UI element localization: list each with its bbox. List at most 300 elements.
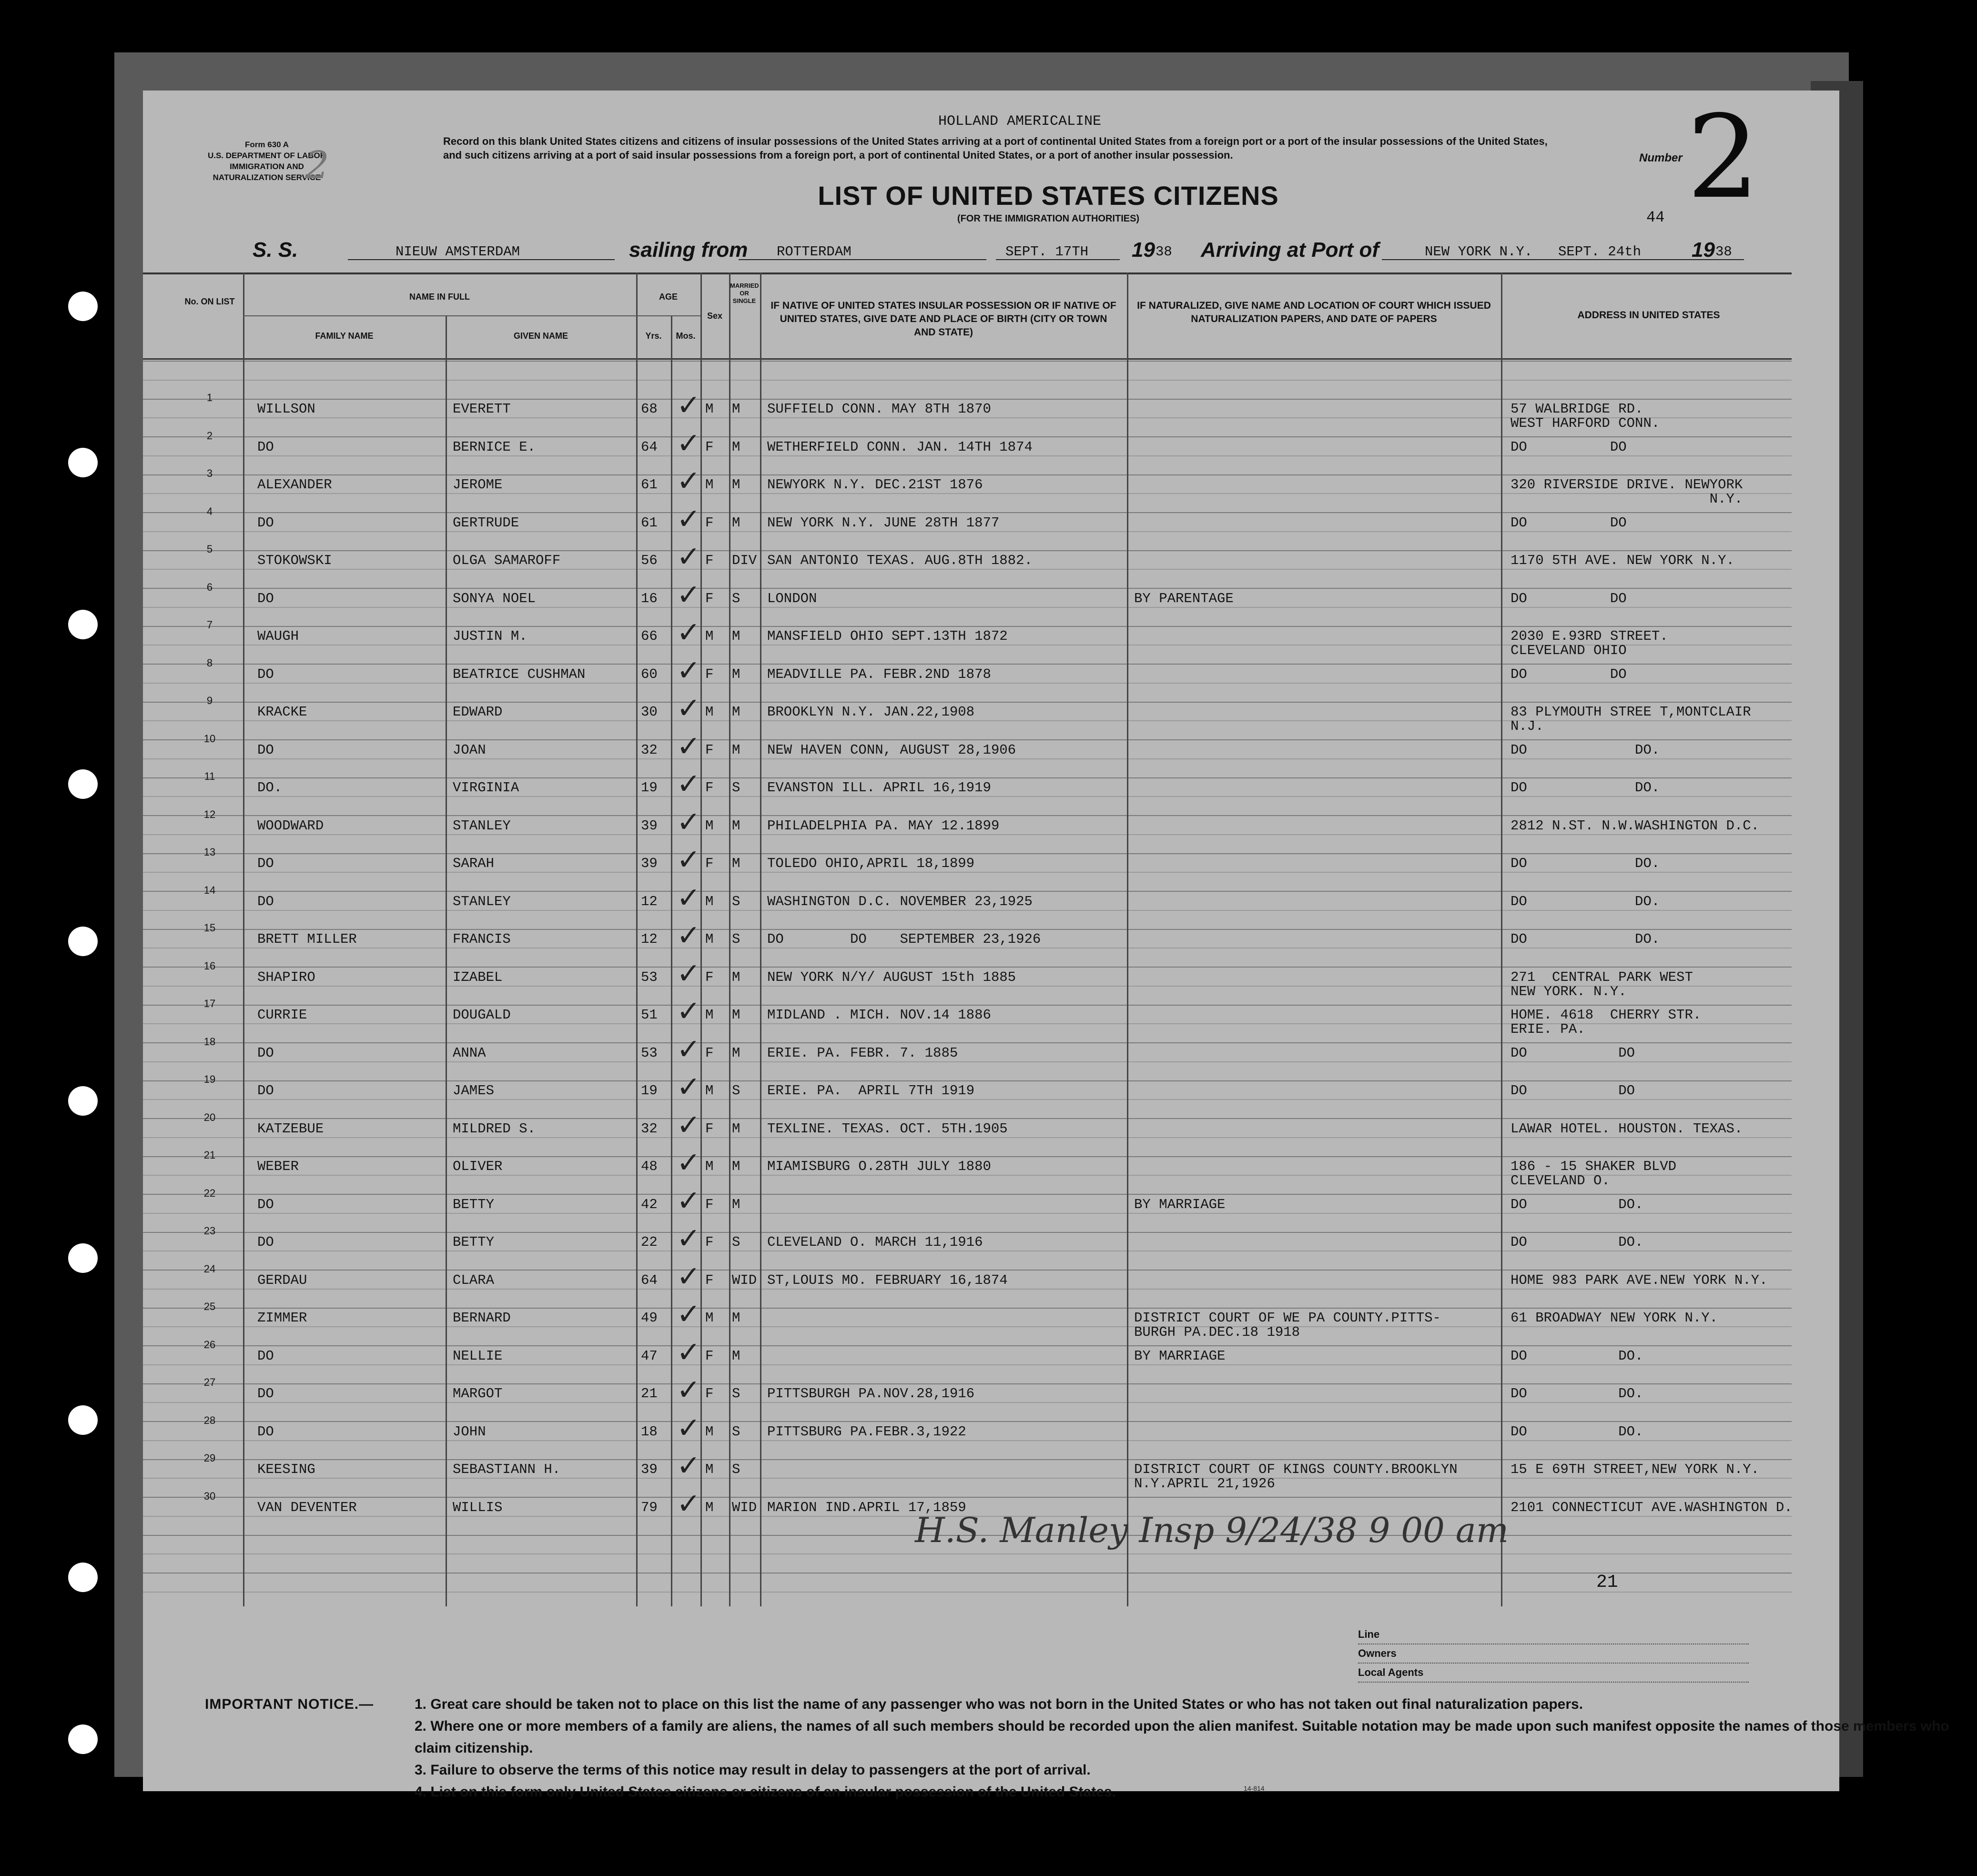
binder-hole [68, 1086, 98, 1116]
cell-birth: NEWYORK N.Y. DEC.21ST 1876 [767, 477, 983, 493]
checkmark-icon: ✓ [677, 881, 701, 915]
cell-family: STOKOWSKI [257, 553, 332, 568]
cell-addr: DO DO [1511, 514, 1627, 531]
cell-no: 28 [203, 1414, 216, 1426]
table-row [143, 957, 1792, 999]
table-row [143, 729, 1792, 771]
cell-addr: 57 WALBRIDGE RD. [1511, 401, 1643, 417]
notice-item: 4. List on this form only United States citizens or citizens of an insular possession of the United States. [415, 1784, 1116, 1800]
cell-ms: M [732, 817, 740, 834]
cell-addr: DO DO. [1511, 856, 1660, 871]
table-row [143, 616, 1792, 658]
arrive-date: SEPT. 24th [1558, 244, 1642, 260]
checkmark-icon: ✓ [677, 389, 701, 422]
cell-yrs: 12 [641, 893, 658, 909]
cell-no: 19 [203, 1073, 216, 1085]
col-married-single: MARRIED OR SINGLE [730, 282, 759, 304]
agents-block [1358, 1625, 1749, 1683]
cell-ms: M [732, 1007, 740, 1023]
checkmark-icon: ✓ [677, 1184, 701, 1218]
cell-birth: ERIE. PA. FEBR. 7. 1885 [767, 1045, 958, 1061]
cell-yrs: 51 [641, 1007, 658, 1023]
cell-no: 26 [203, 1338, 216, 1351]
cell-yrs: 64 [641, 1272, 658, 1288]
cell-addr-line2: N.Y. [1511, 491, 1743, 507]
cell-given: IZABEL [453, 969, 503, 985]
cell-nat: DISTRICT COURT OF KINGS COUNTY.BROOKLYN [1134, 1462, 1458, 1477]
cell-nat: BY MARRIAGE [1134, 1196, 1226, 1212]
cell-sex: M [705, 931, 714, 947]
cell-yrs: 39 [641, 1462, 658, 1477]
print-code: 14-814 [1244, 1785, 1265, 1792]
cell-yrs: 18 [641, 1423, 658, 1440]
cell-addr: DO DO [1511, 666, 1627, 682]
line-name: HOLLAND AMERICALINE [938, 113, 1102, 130]
checkmark-icon: ✓ [677, 1108, 701, 1142]
notice-item: 2. Where one or more members of a family are aliens, the names of all such members should be recorded upon the alien manifest. Suitable notation may be made upon such manifest opposite the names of those members who claim citizenship. [415, 1718, 1949, 1756]
cell-ms: M [732, 477, 740, 493]
cell-birth: MANSFIELD OHIO SEPT.13TH 1872 [767, 628, 1008, 644]
cell-birth: WETHERFIELD CONN. JAN. 14TH 1874 [767, 439, 1033, 455]
cell-addr: DO DO [1511, 1045, 1635, 1061]
cell-family: GERDAU [257, 1272, 307, 1288]
underline [996, 259, 1120, 260]
cell-addr-line2: ERIE. PA. [1511, 1021, 1585, 1037]
cell-no: 17 [203, 998, 216, 1009]
cell-ms: M [732, 1120, 740, 1137]
cell-addr: 186 - 15 SHAKER BLVD [1511, 1159, 1677, 1174]
cell-no: 4 [206, 505, 213, 517]
checkmark-icon: ✓ [677, 805, 701, 839]
cell-sex: F [705, 856, 714, 871]
checkmark-icon: ✓ [677, 1070, 701, 1104]
cell-family: KEESING [257, 1462, 315, 1477]
cell-birth: MIAMISBURG O.28TH JULY 1880 [767, 1159, 991, 1174]
binder-hole [68, 927, 98, 956]
checkmark-icon: ✓ [677, 767, 701, 801]
cell-given: OLGA SAMAROFF [453, 553, 561, 568]
cell-addr-line2: WEST HARFORD CONN. [1511, 415, 1660, 431]
cell-sex: F [705, 1120, 714, 1137]
col-mos: Mos. [676, 331, 696, 341]
cell-ms: M [732, 666, 740, 682]
notice-items [415, 1694, 1977, 1803]
cell-addr: DO DO. [1511, 1196, 1643, 1212]
table-row [143, 767, 1792, 808]
cell-family: DO. [257, 780, 283, 796]
cell-ms: S [732, 590, 740, 606]
cell-addr: DO DO [1511, 1083, 1635, 1099]
cell-yrs: 49 [641, 1310, 658, 1326]
cell-given: STANLEY [453, 893, 511, 909]
cell-ms: S [732, 893, 740, 909]
cell-family: VAN DEVENTER [257, 1499, 357, 1515]
cell-sex: M [705, 1083, 714, 1099]
cell-no: 14 [203, 884, 216, 896]
binder-hole [68, 769, 98, 799]
cell-ms: M [732, 742, 740, 758]
cell-no: 30 [203, 1490, 216, 1502]
table-row [143, 1260, 1792, 1301]
cell-ms: S [732, 1386, 740, 1402]
ship-name: NIEUW AMSTERDAM [395, 244, 520, 260]
cell-given: DOUGALD [453, 1007, 511, 1023]
ruled-line [143, 1553, 1792, 1554]
cell-sex: F [705, 1272, 714, 1288]
cell-family: DO [257, 666, 274, 682]
cell-ms: S [732, 1234, 740, 1250]
checkmark-icon: ✓ [677, 1411, 701, 1445]
year-suffix-1: 38 [1156, 244, 1172, 260]
handwritten-mark: 2 [305, 143, 329, 187]
voyage-line [253, 238, 1754, 267]
table-row [143, 843, 1792, 884]
cell-yrs: 47 [641, 1348, 658, 1364]
checkmark-icon: ✓ [677, 464, 701, 498]
cell-no: 10 [203, 732, 216, 745]
cell-yrs: 66 [641, 628, 658, 644]
cell-addr: 1170 5TH AVE. NEW YORK N.Y. [1511, 553, 1734, 568]
table-row [143, 1070, 1792, 1111]
department-sub: IMMIGRATION AND [230, 162, 304, 171]
cell-addr: 2812 N.ST. N.W.WASHINGTON D.C. [1511, 817, 1760, 834]
cell-given: JOAN [453, 742, 486, 758]
cell-family: DO [257, 439, 274, 455]
cell-yrs: 30 [641, 704, 658, 720]
cell-given: JAMES [453, 1083, 495, 1099]
cell-birth: NEW HAVEN CONN, AUGUST 28,1906 [767, 742, 1016, 758]
table-top-rule [143, 272, 1792, 274]
cell-sex: F [705, 514, 714, 531]
table-row [143, 805, 1792, 847]
cell-addr: HOME 983 PARK AVE.NEW YORK N.Y. [1511, 1272, 1768, 1288]
number-label: Number [1639, 151, 1683, 164]
cell-given: BEATRICE CUSHMAN [453, 666, 586, 682]
cell-given: WILLIS [453, 1499, 503, 1515]
cell-ms: M [732, 1310, 740, 1326]
table-row [143, 1411, 1792, 1452]
cell-nat: BY PARENTAGE [1134, 590, 1234, 606]
cell-given: JOHN [453, 1423, 486, 1440]
checkmark-icon: ✓ [677, 502, 701, 536]
cell-given: JUSTIN M. [453, 628, 527, 644]
cell-sex: M [705, 893, 714, 909]
cell-sex: F [705, 553, 714, 568]
cell-ms: M [732, 628, 740, 644]
table-row [143, 426, 1792, 468]
cell-ms: M [732, 969, 740, 985]
cell-birth: ST,LOUIS MO. FEBRUARY 16,1874 [767, 1272, 1008, 1288]
cell-ms: S [732, 780, 740, 796]
cell-yrs: 32 [641, 1120, 658, 1137]
cell-yrs: 60 [641, 666, 658, 682]
table-row [143, 389, 1792, 431]
cell-no: 22 [203, 1187, 216, 1199]
cell-family: DO [257, 856, 274, 871]
cell-family: DO [257, 1423, 274, 1440]
page-title: LIST OF UNITED STATES CITIZENS [818, 181, 1279, 211]
cell-birth: PITTSBURGH PA.NOV.28,1916 [767, 1386, 975, 1402]
cell-birth: EVANSTON ILL. APRIL 16,1919 [767, 780, 991, 796]
cell-sex: M [705, 1423, 714, 1440]
cell-given: BERNARD [453, 1310, 511, 1326]
cell-sex: M [705, 1310, 714, 1326]
underline [739, 259, 986, 260]
cell-no: 9 [206, 695, 213, 706]
cell-family: DO [257, 1234, 274, 1250]
checkmark-icon: ✓ [677, 1222, 701, 1255]
cell-given: NELLIE [453, 1348, 503, 1364]
cell-addr: 271 CENTRAL PARK WEST [1511, 969, 1693, 985]
table-row [143, 1298, 1792, 1340]
cell-given: GERTRUDE [453, 514, 519, 531]
cell-birth: NEW YORK N/Y/ AUGUST 15th 1885 [767, 969, 1016, 985]
cell-addr: HOME. 4618 CHERRY STR. [1511, 1007, 1702, 1023]
sailing-from-label: sailing from [629, 238, 748, 262]
cell-ms: M [732, 1196, 740, 1212]
cell-given: SEBASTIANN H. [453, 1462, 561, 1477]
underline [1382, 259, 1744, 260]
cell-yrs: 48 [641, 1159, 658, 1174]
cell-birth: DO DO SEPTEMBER 23,1926 [767, 931, 1041, 947]
cell-yrs: 79 [641, 1499, 658, 1515]
cell-birth: MIDLAND . MICH. NOV.14 1886 [767, 1007, 991, 1023]
binder-hole [68, 1725, 98, 1754]
cell-family: DO [257, 742, 274, 758]
table-row [143, 1032, 1792, 1074]
cell-given: EDWARD [453, 704, 503, 720]
col-given-name: GIVEN NAME [513, 331, 568, 341]
checkmark-icon: ✓ [677, 1298, 701, 1331]
checkmark-icon: ✓ [677, 957, 701, 990]
binder-hole [68, 1243, 98, 1273]
cell-sex: M [705, 704, 714, 720]
cell-yrs: 19 [641, 780, 658, 796]
cell-given: FRANCIS [453, 931, 511, 947]
table-row [143, 1449, 1792, 1492]
cell-birth: MEADVILLE PA. FEBR.2ND 1878 [767, 666, 991, 682]
cell-yrs: 53 [641, 969, 658, 985]
cell-family: WILLSON [257, 401, 315, 417]
cell-family: KATZEBUE [257, 1120, 324, 1137]
form-number: Form 630 A [245, 140, 289, 149]
table-row [143, 919, 1792, 960]
checkmark-icon: ✓ [677, 1487, 701, 1521]
service-name: NATURALIZATION SERVICE [213, 173, 321, 182]
cell-sex: F [705, 969, 714, 985]
cell-yrs: 64 [641, 439, 658, 455]
line-field: Line [1358, 1625, 1749, 1644]
cell-family: SHAPIRO [257, 969, 315, 985]
cell-birth: NEW YORK N.Y. JUNE 28TH 1877 [767, 514, 1000, 531]
table-row [143, 1335, 1792, 1377]
cell-addr: DO DO. [1511, 893, 1660, 909]
cell-no: 12 [203, 808, 216, 820]
checkmark-icon: ✓ [677, 729, 701, 763]
cell-no: 24 [203, 1262, 216, 1275]
port-from: ROTTERDAM [777, 244, 852, 260]
cell-family: DO [257, 1045, 274, 1061]
cell-family: DO [257, 1083, 274, 1099]
table-row [143, 502, 1792, 544]
cell-no: 6 [206, 581, 213, 593]
cell-addr: DO DO. [1511, 1234, 1643, 1250]
checkmark-icon: ✓ [677, 426, 701, 460]
cell-no: 8 [206, 656, 213, 669]
table-row [143, 995, 1792, 1037]
cell-yrs: 68 [641, 401, 658, 417]
cell-yrs: 16 [641, 590, 658, 606]
col-naturalized: IF NATURALIZED, GIVE NAME AND LOCATION OF COURT WHICH ISSUED NATURALIZATION PAPERS, AND DATE OF PAPERS [1137, 300, 1491, 324]
cell-yrs: 32 [641, 742, 658, 758]
cell-birth: WASHINGTON D.C. NOVEMBER 23,1925 [767, 893, 1033, 909]
cell-family: DO [257, 590, 274, 606]
cell-sex: F [705, 1348, 714, 1364]
table-row [143, 464, 1792, 507]
col-name-in-full: NAME IN FULL [409, 292, 470, 302]
list-number: 2 [1687, 91, 1760, 224]
col-sex: Sex [707, 311, 723, 321]
cell-addr-line2: NEW YORK. N.Y. [1511, 983, 1627, 999]
cell-yrs: 22 [641, 1234, 658, 1250]
cell-no: 16 [203, 959, 216, 972]
checkmark-icon: ✓ [677, 578, 701, 612]
checkmark-icon: ✓ [677, 540, 701, 574]
cell-birth: TOLEDO OHIO,APRIL 18,1899 [767, 856, 975, 871]
passenger-table [143, 272, 1792, 1606]
cell-sex: F [705, 1196, 714, 1212]
port-to: NEW YORK N.Y. [1425, 244, 1533, 260]
cell-addr: 61 BROADWAY NEW YORK N.Y. [1511, 1310, 1718, 1326]
cell-birth: BROOKLYN N.Y. JAN.22,1908 [767, 704, 975, 720]
cell-sex: M [705, 628, 714, 644]
cell-family: DO [257, 1196, 274, 1212]
cell-given: MILDRED S. [453, 1120, 536, 1137]
cell-addr: DO DO. [1511, 1348, 1643, 1364]
cell-no: 5 [206, 543, 213, 555]
cell-family: DO [257, 1348, 274, 1364]
checkmark-icon: ✓ [677, 1032, 701, 1066]
cell-family: ALEXANDER [257, 477, 332, 493]
department: U.S. DEPARTMENT OF LABOR [207, 151, 326, 160]
cell-sex: M [705, 817, 714, 834]
cell-given: ANNA [453, 1045, 486, 1061]
checkmark-icon: ✓ [677, 1260, 701, 1293]
stamp-number: 21 [1596, 1572, 1618, 1593]
owners-field: Owners [1358, 1644, 1749, 1664]
inspector-signature: H.S. Manley Insp 9/24/38 9 00 am [915, 1510, 1509, 1550]
table-row [143, 1184, 1792, 1225]
year-prefix-1: 19 [1132, 238, 1155, 262]
table-row [143, 1146, 1792, 1189]
cell-addr: DO DO [1511, 439, 1627, 455]
cell-ms: S [732, 1423, 740, 1440]
cell-yrs: 19 [641, 1083, 658, 1099]
cell-no: 3 [206, 467, 213, 479]
cell-ms: M [732, 856, 740, 871]
cell-family: BRETT MILLER [257, 931, 357, 947]
cell-sex: F [705, 780, 714, 796]
table-row [143, 692, 1792, 734]
cell-given: SONYA NOEL [453, 590, 536, 606]
cell-ms: S [732, 931, 740, 947]
cell-sex: M [705, 401, 714, 417]
binder-hole [68, 448, 98, 477]
cell-no: 15 [203, 922, 216, 934]
cell-yrs: 53 [641, 1045, 658, 1061]
cell-family: WEBER [257, 1159, 299, 1174]
checkmark-icon: ✓ [677, 843, 701, 877]
cell-addr-line2: N.J. [1511, 718, 1544, 734]
cell-addr: 83 PLYMOUTH STREE T,MONTCLAIR [1511, 704, 1751, 720]
cell-yrs: 21 [641, 1386, 658, 1402]
cell-addr: 320 RIVERSIDE DRIVE. NEWYORK [1511, 477, 1743, 493]
cell-ms: S [732, 1462, 740, 1477]
cell-ms: M [732, 704, 740, 720]
cell-birth: TEXLINE. TEXAS. OCT. 5TH.1905 [767, 1120, 1008, 1137]
cell-sex: M [705, 1159, 714, 1174]
table-row [143, 540, 1792, 581]
cell-ms: M [732, 1348, 740, 1364]
cell-ms: S [732, 1083, 740, 1099]
cell-birth: PITTSBURG PA.FEBR.3,1922 [767, 1423, 966, 1440]
cell-ms: M [732, 514, 740, 531]
cell-no: 2 [206, 429, 213, 442]
cell-sex: F [705, 742, 714, 758]
cell-yrs: 39 [641, 817, 658, 834]
table-row [143, 1222, 1792, 1263]
header-rule [143, 358, 1792, 360]
cell-nat: BY MARRIAGE [1134, 1348, 1226, 1364]
checkmark-icon: ✓ [677, 919, 701, 952]
cell-no: 13 [203, 846, 216, 858]
ruled-line [143, 1592, 1792, 1593]
cell-addr: DO DO. [1511, 1386, 1643, 1402]
col-native-birth: IF NATIVE OF UNITED STATES INSULAR POSSESSION OR IF NATIVE OF UNITED STATES, GIVE DATE AND PLACE OF BIRTH (CITY OR TOWN AND STATE) [771, 300, 1116, 338]
col-address: ADDRESS IN UNITED STATES [1577, 310, 1720, 321]
cell-nat: DISTRICT COURT OF WE PA COUNTY.PITTS- [1134, 1310, 1441, 1326]
checkmark-icon: ✓ [677, 1335, 701, 1369]
cell-birth: SAN ANTONIO TEXAS. AUG.8TH 1882. [767, 553, 1033, 568]
cell-given: OLIVER [453, 1159, 503, 1174]
cell-no: 27 [203, 1376, 216, 1388]
col-no-on-list: No. ON LIST [184, 297, 235, 306]
cell-ms: WID [732, 1272, 757, 1288]
cell-addr: 2101 CONNECTICUT AVE.WASHINGTON D. [1511, 1499, 1793, 1515]
cell-ms: M [732, 1045, 740, 1061]
col-yrs: Yrs. [645, 331, 662, 341]
sail-date: SEPT. 17TH [1005, 244, 1089, 260]
cell-given: BETTY [453, 1234, 495, 1250]
cell-sex: M [705, 1462, 714, 1477]
page-subtitle: (FOR THE IMMIGRATION AUTHORITIES) [957, 213, 1140, 224]
binder-hole [68, 292, 98, 321]
cell-given: STANLEY [453, 817, 511, 834]
cell-no: 18 [203, 1035, 216, 1048]
underline [348, 259, 615, 260]
binder-hole [68, 1405, 98, 1435]
table-row [143, 881, 1792, 922]
page-number: 44 [1646, 209, 1665, 226]
checkmark-icon: ✓ [677, 1373, 701, 1407]
local-agents-field: Local Agents [1358, 1664, 1749, 1683]
cell-yrs: 42 [641, 1196, 658, 1212]
notice-label: IMPORTANT NOTICE.— [205, 1696, 374, 1712]
cell-yrs: 61 [641, 477, 658, 493]
cell-given: SARAH [453, 856, 495, 871]
cell-family: DO [257, 1386, 274, 1402]
cell-given: BETTY [453, 1196, 495, 1212]
